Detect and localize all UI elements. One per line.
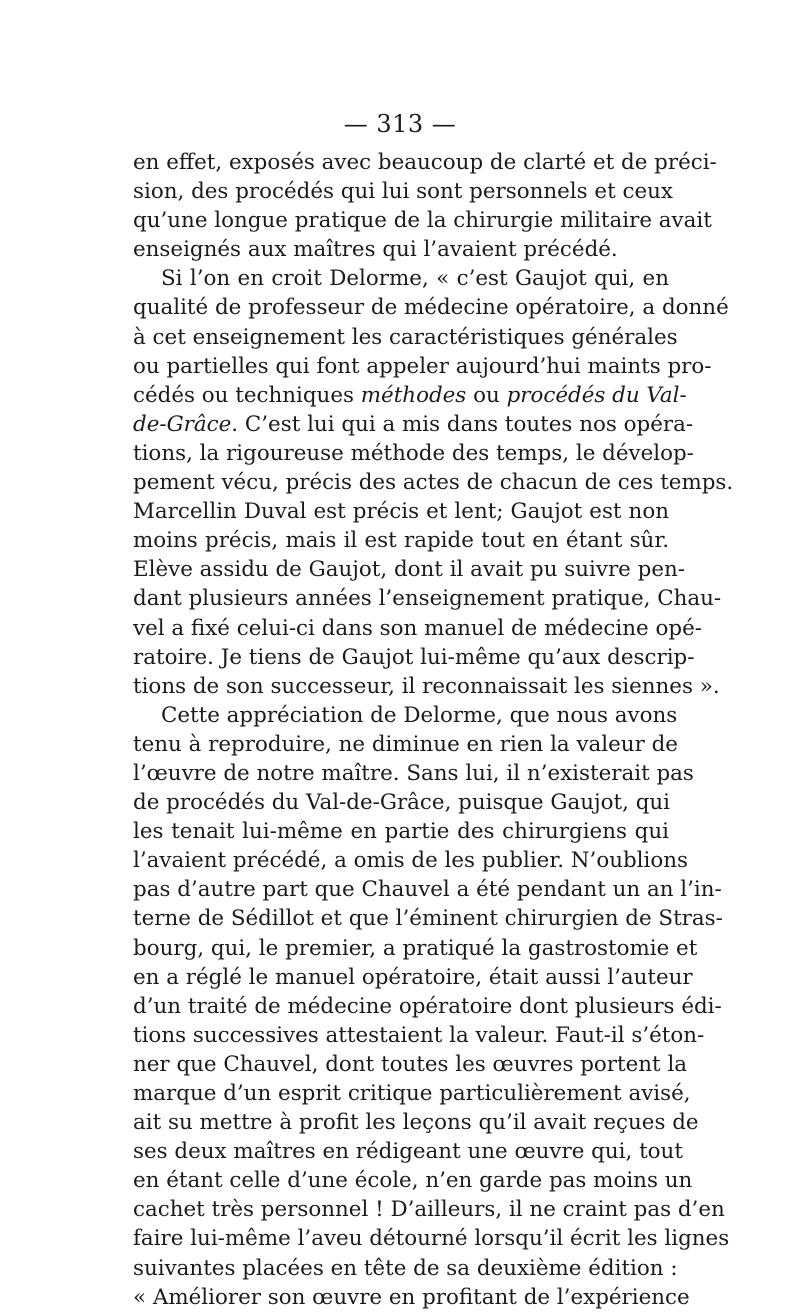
text-line: marque d’un esprit critique particulièrement avisé, — [133, 1081, 691, 1106]
italic-term: méthodes — [360, 382, 467, 408]
text-line: qualité de professeur de médecine opératoire, a donné — [133, 295, 729, 321]
text-line: terne de Sédillot et que l’éminent chirurgien de Stras- — [133, 906, 723, 932]
text-line: enseignés aux maîtres qui l’avaient précédé. — [133, 237, 618, 263]
text-run: cédés ou techniques — [133, 382, 361, 408]
text-line: qu’une longue pratique de la chirurgie militaire avait — [133, 208, 712, 234]
text-line: bourg, qui, le premier, a pratiqué la gastrostomie et — [133, 935, 698, 961]
text-line: en effet, exposés avec beaucoup de clarté et de préci- — [133, 150, 717, 175]
text-line: cachet très personnel ! D’ailleurs, il ne craint pas d’en — [133, 1197, 725, 1223]
text-line: les tenait lui-même en partie des chirurgiens qui — [133, 819, 669, 845]
text-line: en a réglé le manuel opératoire, était aussi l’auteur — [133, 964, 693, 990]
text-line-with-italics — [133, 410, 694, 439]
text-line: Cette appréciation de Delorme, que nous avons — [161, 702, 678, 728]
text-line: d’un traité de médecine opératoire dont plusieurs édi- — [133, 993, 722, 1019]
text-line: suivantes placées en tête de sa deuxième édition : — [133, 1255, 678, 1281]
text-line-with-italics — [133, 381, 687, 410]
text-run: ou — [466, 382, 507, 408]
text-line: à cet enseignement les caractéristiques générales — [133, 324, 678, 350]
text-line: pas d’autre part que Chauvel a été pendant un an l’in- — [133, 877, 722, 903]
page-number: — 313 — — [343, 110, 457, 138]
text-line: dant plusieurs années l’enseignement pratique, Chau- — [133, 586, 722, 612]
text-line: tions, la rigoureuse méthode des temps, le dévelop- — [133, 440, 694, 466]
text-line: en étant celle d’une école, n’en garde pas moins un — [133, 1168, 693, 1194]
text-line: ratoire. Je tiens de Gaujot lui-même qu’aux descrip- — [133, 644, 695, 670]
text-line: faire lui-même l’aveu détourné lorsqu’il écrit les lignes — [133, 1226, 730, 1252]
text-line: ner que Chauvel, dont toutes les œuvres portent la — [133, 1051, 688, 1077]
text-run: . C’est lui qui a mis dans toutes nos opéra- — [231, 411, 694, 437]
text-line: moins précis, mais il est rapide tout en étant sûr. — [133, 528, 669, 554]
text-line: tenu à reproduire, ne diminue en rien la valeur de — [133, 731, 678, 757]
text-line: tions successives attestaient la valeur. Faut-il s’éton- — [133, 1022, 705, 1048]
text-line: ou partielles qui font appeler aujourd’hui maints pro- — [133, 353, 712, 379]
text-line: vel a fixé celui-ci dans son manuel de médecine opé- — [133, 615, 702, 641]
italic-term: de-Grâce — [133, 411, 232, 437]
text-line: ses deux maîtres en rédigeant une œuvre qui, tout — [133, 1139, 683, 1165]
text-line: ait su mettre à profit les leçons qu’il avait reçues de — [133, 1110, 699, 1136]
text-line: tions de son successeur, il reconnaissait les siennes ». — [133, 673, 720, 699]
text-line: Elève assidu de Gaujot, dont il avait pu suivre pen- — [133, 557, 685, 583]
body-text — [133, 148, 734, 1312]
text-line: pement vécu, précis des actes de chacun de ces temps. — [133, 470, 734, 496]
text-line: l’avaient précédé, a omis de les publier. N’oublions — [133, 848, 688, 874]
text-line: sion, des procédés qui lui sont personnels et ceux — [133, 179, 673, 205]
text-line: Si l’on en croit Delorme, « c’est Gaujot qui, en — [161, 266, 669, 292]
italic-term: procédés du Val- — [506, 382, 687, 408]
text-line: Marcellin Duval est précis et lent; Gaujot est non — [133, 499, 669, 525]
text-line: l’œuvre de notre maître. Sans lui, il n’existerait pas — [133, 760, 694, 786]
text-line: de procédés du Val-de-Grâce, puisque Gaujot, qui — [133, 790, 671, 816]
text-line: « Améliorer son œuvre en profitant de l’expérience — [133, 1284, 690, 1310]
